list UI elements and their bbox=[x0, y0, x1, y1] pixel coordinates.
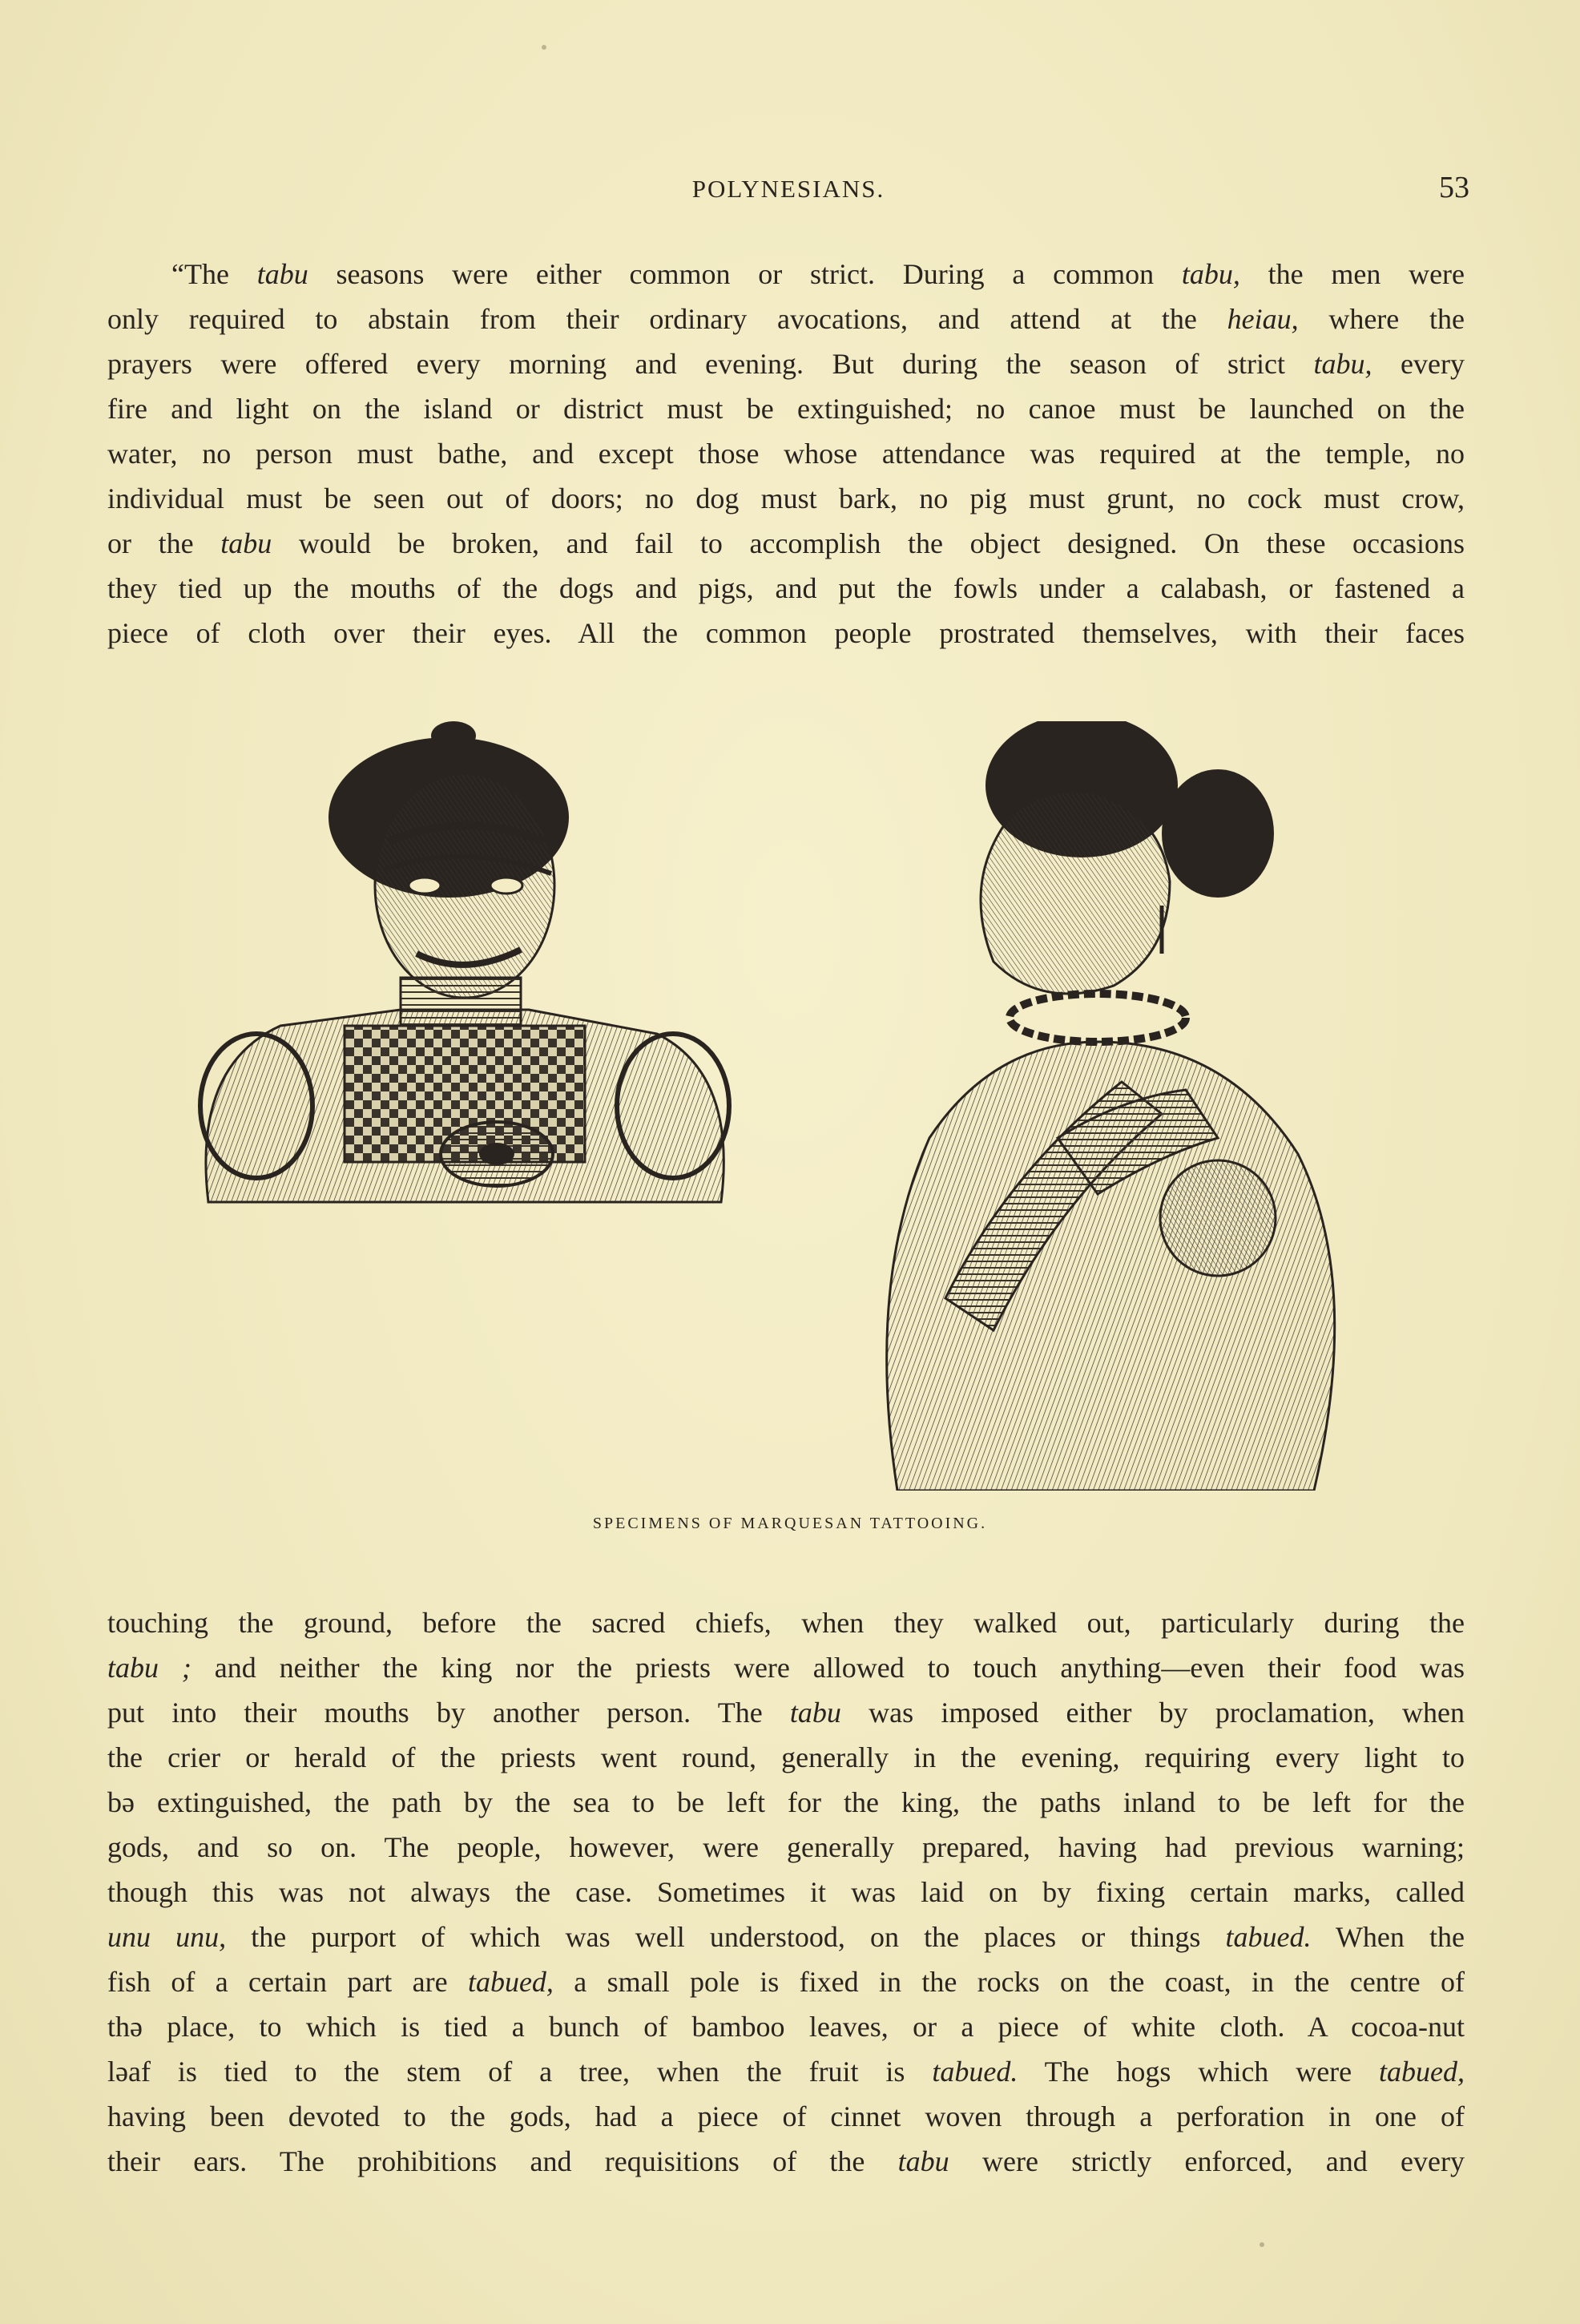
text-run: they tied up the mouths of the dogs and pigs, and put the fowls under a calabash, or fastened a bbox=[107, 572, 1465, 604]
text-run: was imposed either by proclamation, when bbox=[840, 1697, 1465, 1729]
text-line bbox=[107, 1735, 1465, 1780]
text-run: seasons were either common or strict. During a common bbox=[308, 258, 1182, 290]
text-line bbox=[107, 1690, 1465, 1735]
text-run: where the bbox=[1298, 303, 1465, 335]
italic-term: tabued. bbox=[1225, 1921, 1312, 1953]
text-run: “The bbox=[171, 258, 257, 290]
italic-term: tabued. bbox=[932, 2056, 1018, 2088]
italic-term: tabu, bbox=[1181, 258, 1240, 290]
text-run: would be broken, and fail to accomplish the object designed. On these occasions bbox=[272, 527, 1465, 559]
italic-term: tabu, bbox=[1313, 348, 1372, 380]
text-run: only required to abstain from their ordinary avocations, and attend at the bbox=[107, 303, 1227, 335]
text-run: their ears. The prohibitions and requisitions of the bbox=[107, 2145, 898, 2177]
tattooed-man-portrait bbox=[200, 721, 729, 1202]
text-run: put into their mouths by another person. The bbox=[107, 1697, 790, 1729]
text-run: individual must be seen out of doors; no dog must bark, no pig must grunt, no cock must crow, bbox=[107, 482, 1465, 514]
italic-term: tabu bbox=[220, 527, 272, 559]
italic-term: heiau, bbox=[1227, 303, 1299, 335]
text-run: were strictly enforced, and every bbox=[949, 2145, 1465, 2177]
text-line bbox=[107, 2049, 1465, 2094]
text-run: prayers were offered every morning and evening. But during the season of strict bbox=[107, 348, 1314, 380]
text-line bbox=[107, 566, 1465, 611]
text-run: a small pole is fixed in the rocks on the coast, in the centre of bbox=[553, 1966, 1465, 1998]
text-run: fish of a certain part are bbox=[107, 1966, 468, 1998]
text-line bbox=[107, 252, 1465, 297]
text-run: touching the ground, before the sacred chiefs, when they walked out, particularly during the bbox=[107, 1607, 1465, 1639]
text-run: ləaf is tied to the stem of a tree, when the fruit is bbox=[107, 2056, 933, 2088]
text-line bbox=[107, 1870, 1465, 1914]
running-head bbox=[107, 170, 1469, 210]
text-run: When the bbox=[1311, 1921, 1465, 1953]
text-run: fire and light on the island or district must be extinguished; no canoe must be launched on the bbox=[107, 393, 1465, 425]
text-line bbox=[107, 611, 1465, 656]
text-run: water, no person must bathe, and except those whose attendance was required at the temple, no bbox=[107, 438, 1465, 470]
text-line bbox=[107, 2139, 1465, 2184]
paragraph-top bbox=[107, 252, 1465, 656]
text-line bbox=[107, 1600, 1465, 1645]
text-run: gods, and so on. The people, however, were generally prepared, having had previous warning; bbox=[107, 1831, 1465, 1863]
text-run: though this was not always the case. Sometimes it was laid on by fixing certain marks, called bbox=[107, 1876, 1465, 1908]
text-run: The hogs which were bbox=[1018, 2056, 1380, 2088]
text-run: thə place, to which is tied a bunch of bamboo leaves, or a piece of white cloth. A cocoa-nut bbox=[107, 2011, 1465, 2043]
text-line bbox=[107, 1645, 1465, 1690]
italic-term: tabu bbox=[789, 1697, 841, 1729]
tattooed-woman-portrait bbox=[887, 721, 1335, 1491]
text-run: having been devoted to the gods, had a piece of cinnet woven through a perforation in one of bbox=[107, 2100, 1465, 2132]
text-line bbox=[107, 1959, 1465, 2004]
text-line bbox=[107, 297, 1465, 341]
text-line bbox=[107, 1825, 1465, 1870]
text-run: every bbox=[1372, 348, 1465, 380]
text-run: the men were bbox=[1239, 258, 1465, 290]
italic-term: tabu bbox=[897, 2145, 949, 2177]
page-number: 53 bbox=[1439, 171, 1469, 204]
illustration-marquesan-tattooing bbox=[160, 721, 1418, 1491]
text-line bbox=[107, 476, 1465, 521]
text-line bbox=[107, 2094, 1465, 2139]
paper-speck bbox=[542, 45, 546, 50]
text-line bbox=[107, 341, 1465, 386]
paper-speck bbox=[1260, 2242, 1264, 2247]
text-run: or the bbox=[107, 527, 221, 559]
text-line bbox=[107, 521, 1465, 566]
engraving bbox=[160, 721, 1418, 1491]
text-line bbox=[107, 431, 1465, 476]
text-run: and neither the king nor the priests were allowed to touch anything—even their food was bbox=[191, 1652, 1465, 1684]
italic-term: tabu ; bbox=[107, 1652, 191, 1684]
text-run: bə extinguished, the path by the sea to be left for the king, the paths inland to be left for the bbox=[107, 1786, 1465, 1818]
text-line bbox=[107, 1914, 1465, 1959]
text-line bbox=[107, 386, 1465, 431]
paragraph-bottom bbox=[107, 1600, 1465, 2184]
figure-caption: SPECIMENS OF MARQUESAN TATTOOING. bbox=[592, 1515, 988, 1532]
italic-term: tabu bbox=[256, 258, 308, 290]
text-run: piece of cloth over their eyes. All the common people prostrated themselves, with their faces bbox=[107, 617, 1465, 649]
running-title: POLYNESIANS. bbox=[691, 175, 885, 203]
text-line bbox=[107, 2004, 1465, 2049]
text-line bbox=[107, 1780, 1465, 1825]
italic-term: tabued, bbox=[467, 1966, 554, 1998]
text-run: the purport of which was well understood, on the places or things bbox=[226, 1921, 1226, 1953]
text-run: the crier or herald of the priests went round, generally in the evening, requiring every light to bbox=[107, 1741, 1465, 1773]
italic-term: unu unu, bbox=[107, 1921, 227, 1953]
italic-term: tabued, bbox=[1379, 2056, 1465, 2088]
